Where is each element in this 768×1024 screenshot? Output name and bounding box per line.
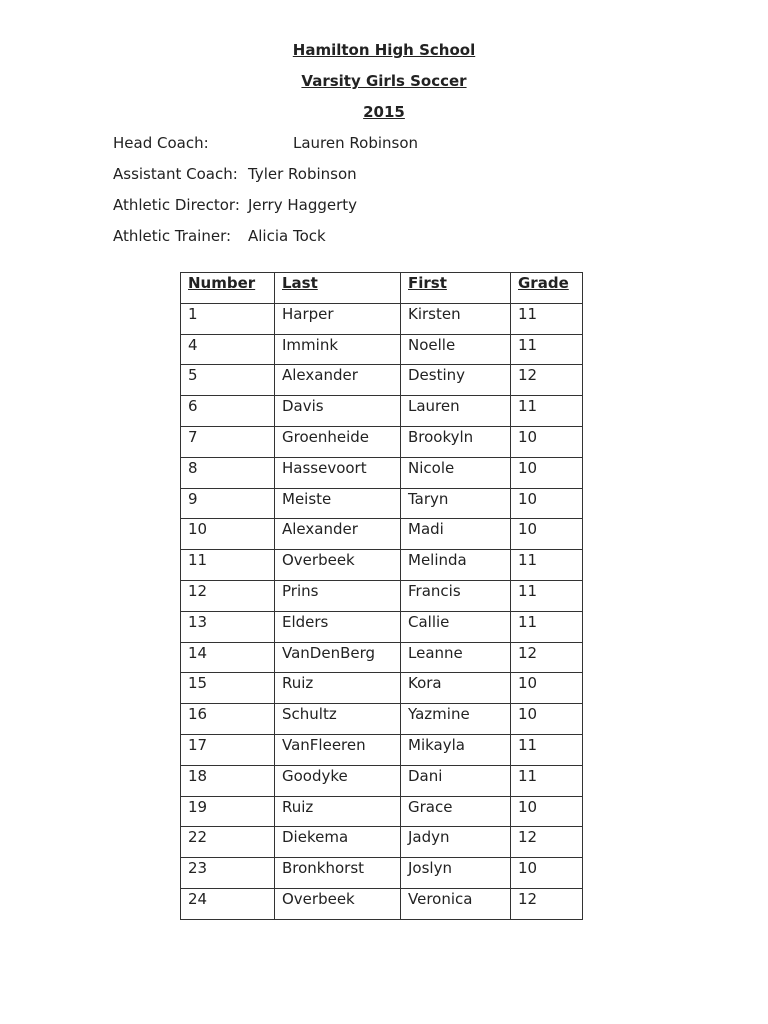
cell-grade: 10 [511,796,583,827]
cell-grade: 10 [511,457,583,488]
table-row [181,334,583,365]
cell-number: 6 [181,396,275,427]
table-row [181,858,583,889]
staff-head-coach [113,134,419,152]
cell-grade: 12 [511,827,583,858]
cell-number: 19 [181,796,275,827]
table-row [181,457,583,488]
cell-first: Brookyln [401,426,511,457]
staff-role-label: Athletic Trainer: [113,227,232,245]
column-header-first: First [401,273,511,304]
cell-grade: 11 [511,580,583,611]
cell-grade: 10 [511,704,583,735]
cell-last: Diekema [275,827,401,858]
table-row [181,642,583,673]
cell-first: Leanne [401,642,511,673]
cell-first: Kora [401,673,511,704]
cell-number: 9 [181,488,275,519]
cell-first: Noelle [401,334,511,365]
table-row [181,611,583,642]
cell-last: Overbeek [275,888,401,919]
staff-role-label: Head Coach: [113,134,209,152]
cell-grade: 11 [511,611,583,642]
cell-first: Dani [401,765,511,796]
cell-grade: 11 [511,550,583,581]
staff-name: Alicia Tock [248,227,326,245]
cell-number: 16 [181,704,275,735]
cell-first: Jadyn [401,827,511,858]
cell-grade: 12 [511,888,583,919]
cell-grade: 11 [511,396,583,427]
cell-grade: 10 [511,488,583,519]
cell-last: Overbeek [275,550,401,581]
cell-first: Grace [401,796,511,827]
table-row [181,580,583,611]
cell-number: 10 [181,519,275,550]
table-row [181,734,583,765]
cell-first: Yazmine [401,704,511,735]
table-row [181,796,583,827]
cell-first: Francis [401,580,511,611]
table-row [181,704,583,735]
cell-grade: 11 [511,734,583,765]
cell-last: Schultz [275,704,401,735]
cell-grade: 10 [511,519,583,550]
cell-first: Lauren [401,396,511,427]
cell-first: Taryn [401,488,511,519]
staff-assistant-coach [113,165,357,183]
cell-number: 14 [181,642,275,673]
school-title: Hamilton High School [292,41,476,59]
season-year: 2015 [363,103,405,121]
cell-number: 4 [181,334,275,365]
cell-last: Goodyke [275,765,401,796]
table-row [181,765,583,796]
cell-last: Ruiz [275,796,401,827]
table-row [181,426,583,457]
roster-table [180,272,583,920]
cell-last: Davis [275,396,401,427]
table-row [181,673,583,704]
cell-first: Melinda [401,550,511,581]
cell-last: VanDenBerg [275,642,401,673]
cell-last: Harper [275,303,401,334]
cell-grade: 11 [511,303,583,334]
column-header-last: Last [275,273,401,304]
cell-last: Meiste [275,488,401,519]
cell-number: 13 [181,611,275,642]
cell-number: 1 [181,303,275,334]
cell-grade: 12 [511,642,583,673]
column-header-grade: Grade [511,273,583,304]
staff-athletic-trainer [113,227,326,245]
cell-last: Ruiz [275,673,401,704]
cell-last: VanFleeren [275,734,401,765]
table-row [181,488,583,519]
table-row [181,827,583,858]
cell-number: 23 [181,858,275,889]
cell-last: Alexander [275,519,401,550]
cell-first: Veronica [401,888,511,919]
cell-last: Alexander [275,365,401,396]
table-row [181,519,583,550]
cell-last: Immink [275,334,401,365]
cell-grade: 11 [511,334,583,365]
cell-number: 11 [181,550,275,581]
cell-number: 8 [181,457,275,488]
cell-first: Kirsten [401,303,511,334]
staff-name: Lauren Robinson [293,134,419,152]
table-row [181,888,583,919]
staff-role-label: Assistant Coach: [113,165,238,183]
cell-number: 24 [181,888,275,919]
team-title: Varsity Girls Soccer [301,72,467,90]
staff-name: Jerry Haggerty [248,196,358,214]
cell-number: 5 [181,365,275,396]
table-header-row [181,273,583,304]
table-row [181,550,583,581]
cell-last: Prins [275,580,401,611]
cell-grade: 10 [511,858,583,889]
column-header-number: Number [181,273,275,304]
cell-grade: 11 [511,765,583,796]
cell-first: Mikayla [401,734,511,765]
cell-number: 12 [181,580,275,611]
table-row [181,303,583,334]
table-row [181,396,583,427]
staff-role-label: Athletic Director: [113,196,240,214]
cell-number: 17 [181,734,275,765]
cell-grade: 10 [511,426,583,457]
cell-number: 7 [181,426,275,457]
cell-first: Joslyn [401,858,511,889]
cell-first: Callie [401,611,511,642]
cell-last: Bronkhorst [275,858,401,889]
staff-athletic-director [113,196,358,214]
cell-last: Groenheide [275,426,401,457]
cell-last: Hassevoort [275,457,401,488]
cell-grade: 10 [511,673,583,704]
cell-number: 22 [181,827,275,858]
staff-name: Tyler Robinson [248,165,357,183]
cell-grade: 12 [511,365,583,396]
cell-number: 18 [181,765,275,796]
table-row [181,365,583,396]
cell-first: Nicole [401,457,511,488]
cell-number: 15 [181,673,275,704]
cell-last: Elders [275,611,401,642]
cell-first: Destiny [401,365,511,396]
cell-first: Madi [401,519,511,550]
